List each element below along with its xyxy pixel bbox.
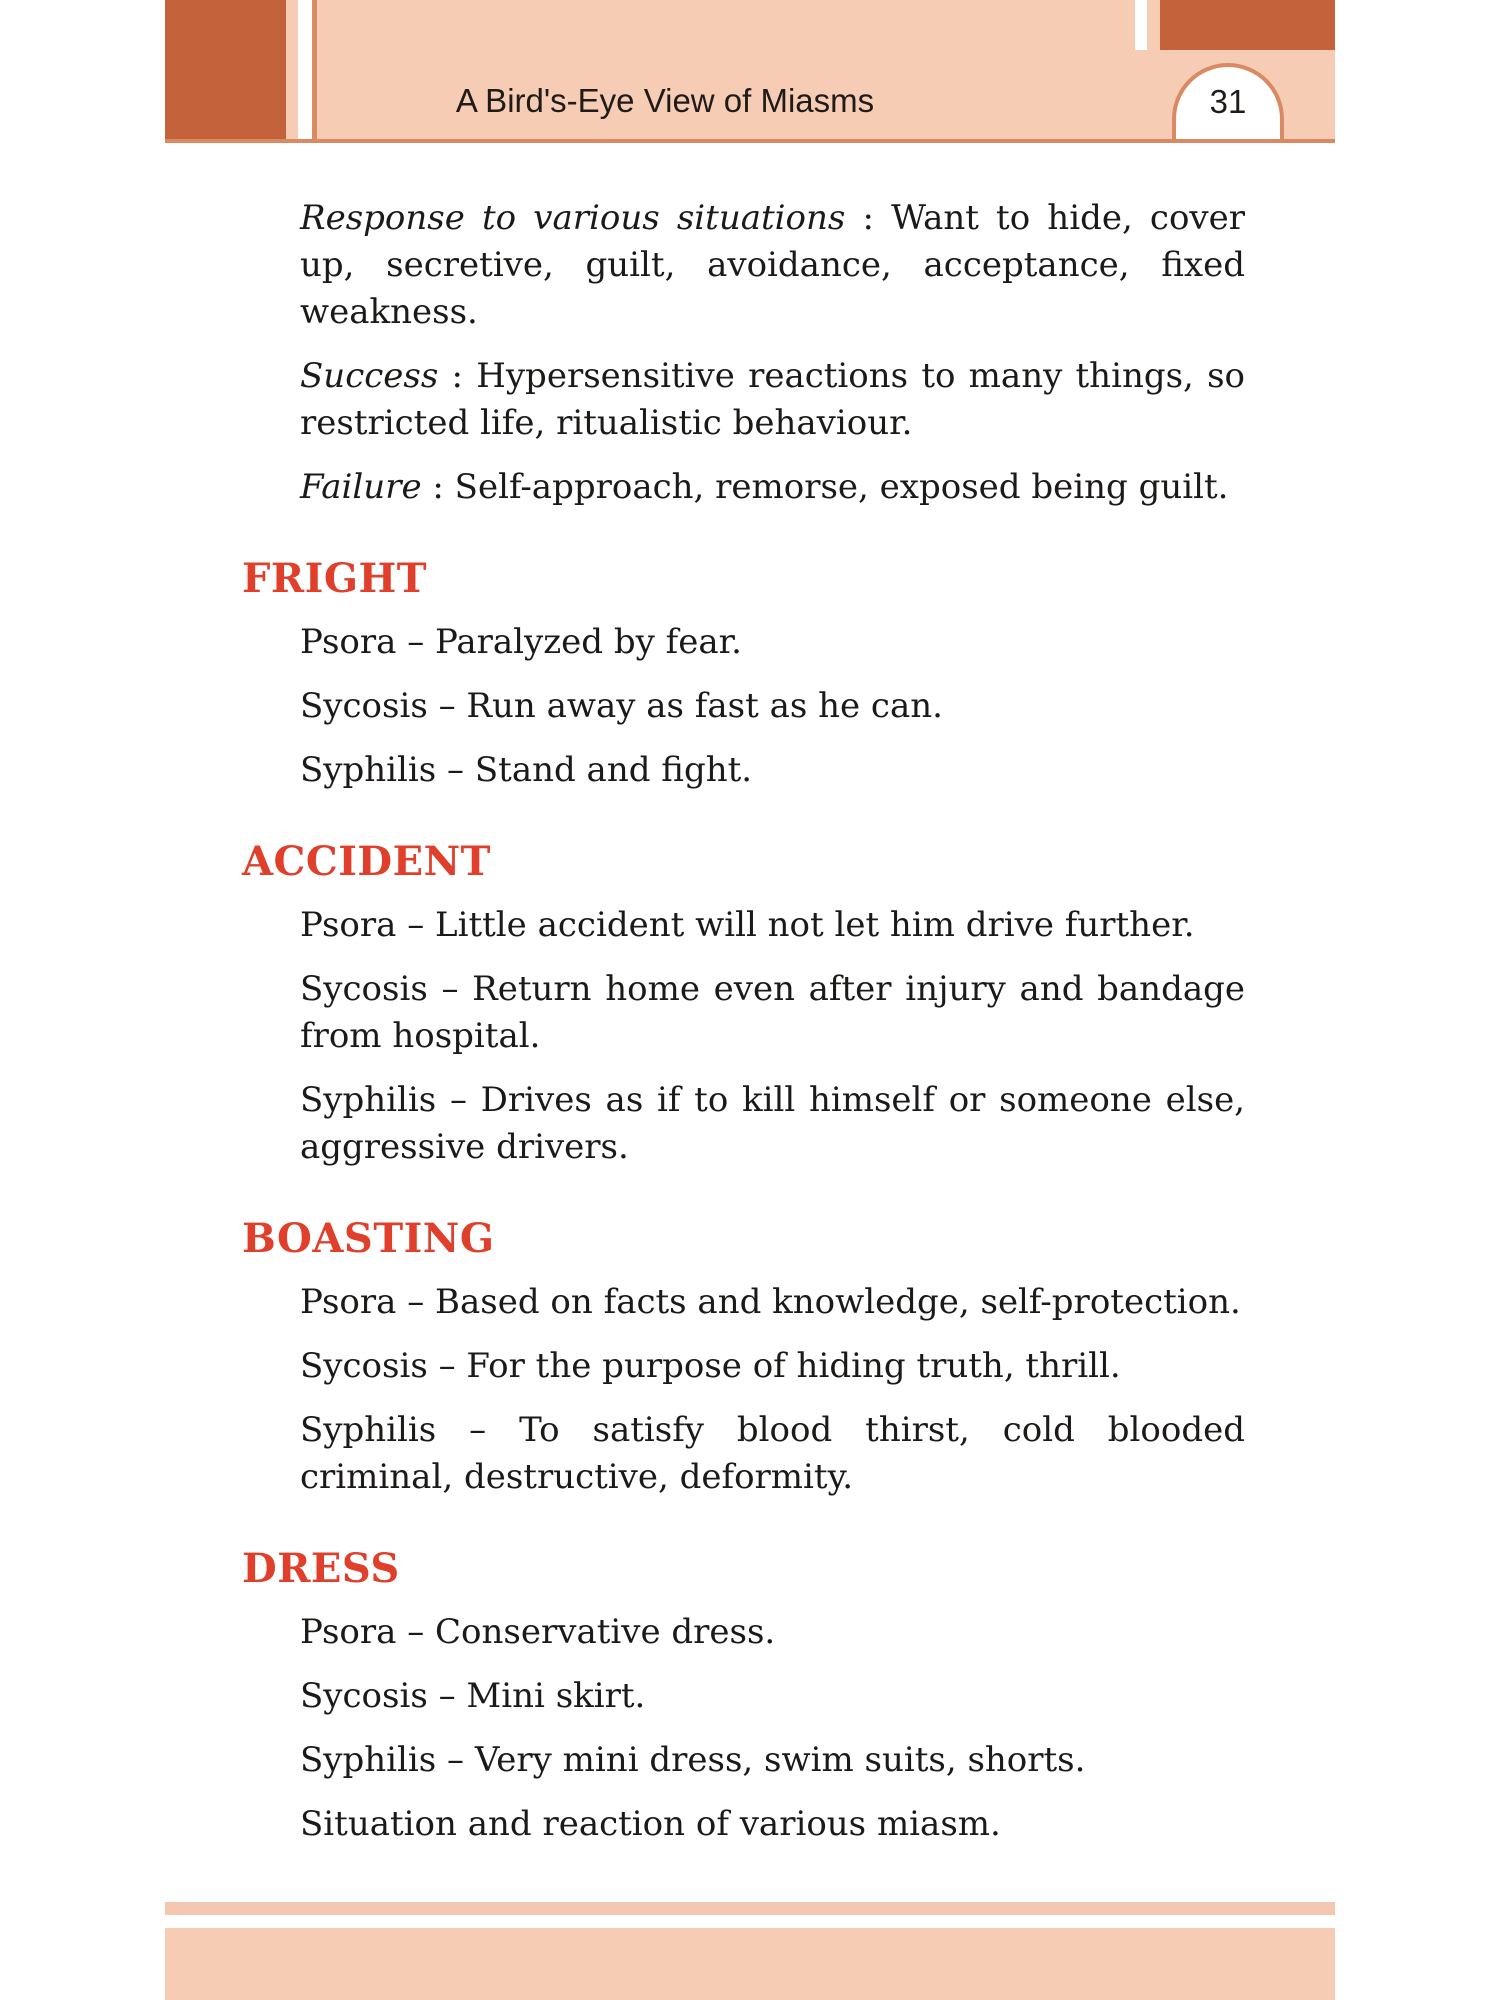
entry-psora [300, 1279, 1245, 1326]
entry-text: Paralyzed by fear. [435, 622, 742, 662]
entry-miasm: Psora [300, 622, 397, 662]
header-decor-block-right [1160, 0, 1335, 50]
entry-miasm: Syphilis [300, 1080, 437, 1120]
entry-dash: – [396, 1612, 436, 1652]
intro-term: Success [300, 356, 439, 396]
entry-dash: – [436, 1080, 481, 1120]
entry-text: Run away as fast as he can. [466, 686, 943, 726]
entry-miasm: Psora [300, 1612, 397, 1652]
intro-paragraph-success [300, 353, 1245, 447]
header-decor-rule-right [1135, 0, 1147, 50]
entry-dash: – [436, 750, 475, 790]
section-fright [242, 551, 1245, 794]
intro-separator: : [421, 467, 455, 507]
intro-text: Want to hide, cover up, secretive, guilt, avoidance, acceptance, fixed weakness. [300, 198, 1245, 332]
entry-syphilis [300, 1077, 1245, 1171]
entry-dash: – [396, 905, 436, 945]
section-heading: FRIGHT [242, 555, 428, 602]
footer-stripe [165, 1902, 1335, 1915]
page-number: 31 [1209, 83, 1247, 120]
entry-sycosis [300, 1673, 1245, 1720]
entry-text: Based on facts and knowledge, self-protection. [435, 1282, 1241, 1322]
entry-text: For the purpose of hiding truth, thrill. [466, 1346, 1121, 1386]
entry-dash: – [436, 1410, 520, 1450]
intro-separator: : [438, 356, 477, 396]
entry-miasm: Sycosis [300, 1346, 428, 1386]
entry-syphilis [300, 1737, 1245, 1784]
page-header [165, 0, 1335, 143]
intro-term: Failure [300, 467, 422, 507]
page-number-tab [1172, 63, 1284, 139]
entry-sycosis [300, 966, 1245, 1060]
entry-psora [300, 902, 1245, 949]
entry-miasm: Sycosis [300, 1676, 428, 1716]
section-heading: DRESS [242, 1545, 400, 1592]
intro-paragraph-response [300, 195, 1245, 336]
section-accident [242, 834, 1245, 1171]
entry-miasm: Psora [300, 905, 397, 945]
entry-dash: – [427, 686, 467, 726]
entry-text: To satisfy blood thirst, cold blooded criminal, destructive, deformity. [300, 1410, 1245, 1497]
entry-sycosis [300, 683, 1245, 730]
entry-dash: – [396, 1282, 436, 1322]
entry-text: Conservative dress. [435, 1612, 776, 1652]
entry-text: Little accident will not let him drive further. [435, 905, 1195, 945]
intro-block [300, 195, 1245, 511]
entry-text: Return home even after injury and bandage from hospital. [300, 969, 1245, 1056]
closing-line: Situation and reaction of various miasm. [300, 1804, 1001, 1844]
entry-syphilis [300, 747, 1245, 794]
entry-miasm: Syphilis [300, 1410, 437, 1450]
section-boasting [242, 1211, 1245, 1501]
entry-dash: – [436, 1740, 475, 1780]
entry-dash: – [427, 969, 473, 1009]
section-heading: BOASTING [242, 1215, 495, 1262]
intro-text: Hypersensitive reactions to many things, so restricted life, ritualistic behaviour. [300, 356, 1246, 443]
page-body [242, 195, 1246, 1848]
section-dress [242, 1541, 1245, 1848]
entry-text: Mini skirt. [466, 1676, 646, 1716]
entry-psora [300, 1609, 1245, 1656]
running-title: A Bird's-Eye View of Miasms [455, 82, 875, 119]
intro-paragraph-failure [300, 464, 1245, 511]
intro-separator: : [845, 198, 892, 238]
intro-term: Response to various situations [300, 198, 846, 238]
entry-psora [300, 619, 1245, 666]
entry-miasm: Syphilis [300, 1740, 437, 1780]
section-heading: ACCIDENT [242, 838, 491, 885]
entry-text: Drives as if to kill himself or someone else, aggressive drivers. [300, 1080, 1245, 1167]
entry-miasm: Psora [300, 1282, 397, 1322]
entry-dash: – [427, 1346, 467, 1386]
entry-miasm: Sycosis [300, 969, 428, 1009]
entry-miasm: Sycosis [300, 686, 428, 726]
entry-syphilis [300, 1407, 1245, 1501]
entry-dash: – [427, 1676, 467, 1716]
entry-text: Very mini dress, swim suits, shorts. [474, 1740, 1086, 1780]
intro-text: Self-approach, remorse, exposed being guilt. [454, 467, 1229, 507]
footer-band [165, 1928, 1335, 2000]
entry-miasm: Syphilis [300, 750, 437, 790]
entry-dash: – [396, 622, 436, 662]
entry-sycosis [300, 1343, 1245, 1390]
entry-text: Stand and fight. [474, 750, 753, 790]
